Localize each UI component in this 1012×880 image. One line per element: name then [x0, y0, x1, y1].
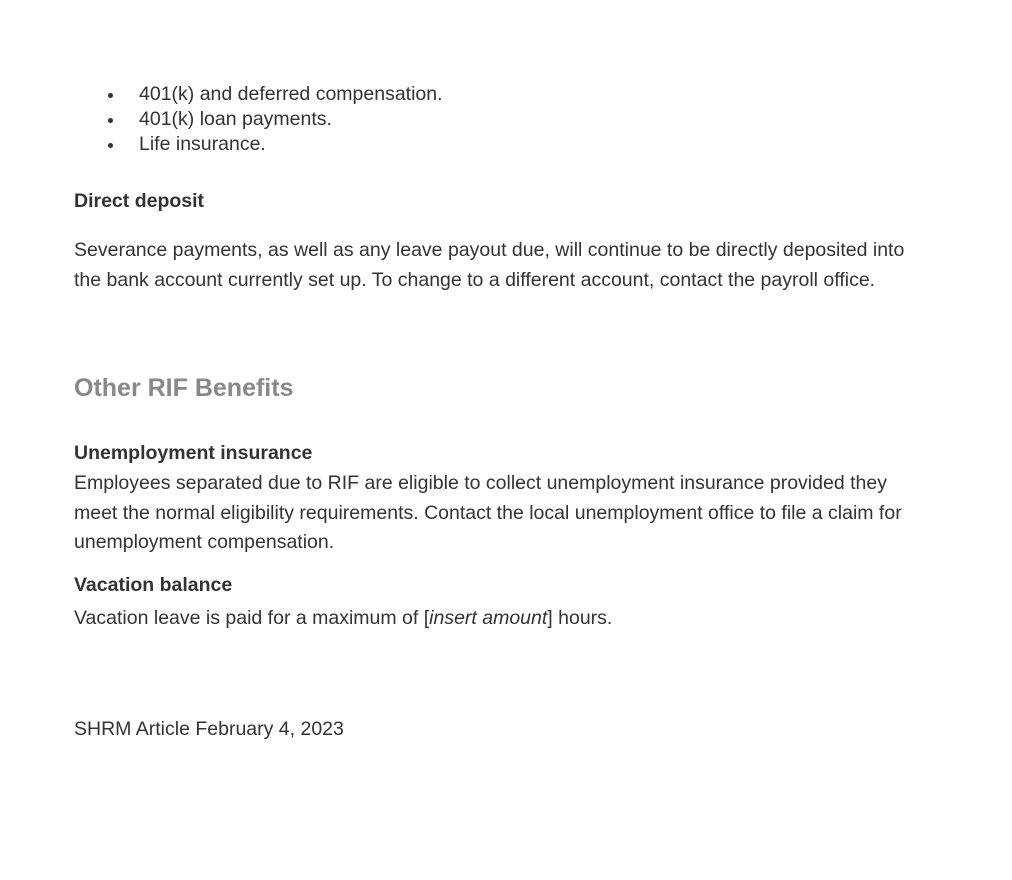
unemployment-insurance-heading: Unemployment insurance	[74, 442, 313, 464]
insert-amount-placeholder: insert amount	[429, 607, 548, 629]
bullet-icon	[108, 118, 113, 123]
benefits-bullet-list	[74, 82, 443, 157]
list-item	[74, 132, 443, 157]
vacation-text-prefix: Vacation leave is paid for a maximum of [	[74, 607, 430, 629]
vacation-balance-paragraph	[74, 604, 934, 634]
list-item-text: 401(k) loan payments.	[139, 108, 332, 130]
list-item	[74, 82, 443, 107]
bullet-icon	[108, 93, 113, 98]
direct-deposit-heading: Direct deposit	[74, 190, 205, 212]
list-item-text: 401(k) and deferred compensation.	[139, 83, 443, 105]
list-item-text: Life insurance.	[139, 133, 266, 155]
source-citation: SHRM Article February 4, 2023	[74, 718, 344, 740]
other-rif-benefits-title: Other RIF Benefits	[74, 374, 294, 402]
direct-deposit-paragraph: Severance payments, as well as any leave payout due, will continue to be directly deposited into the bank account currently set up. To change to a different account, contact the payroll office.	[74, 239, 905, 291]
bullet-icon	[108, 143, 113, 148]
unemployment-insurance-paragraph: Employees separated due to RIF are eligible to collect unemployment insurance provided they meet the normal eligibility requirements. Contact the local unemployment office to file a claim for unemployment compensation.	[74, 472, 902, 553]
vacation-text-suffix: ] hours.	[547, 607, 613, 629]
list-item	[74, 107, 443, 132]
vacation-balance-heading: Vacation balance	[74, 574, 233, 596]
